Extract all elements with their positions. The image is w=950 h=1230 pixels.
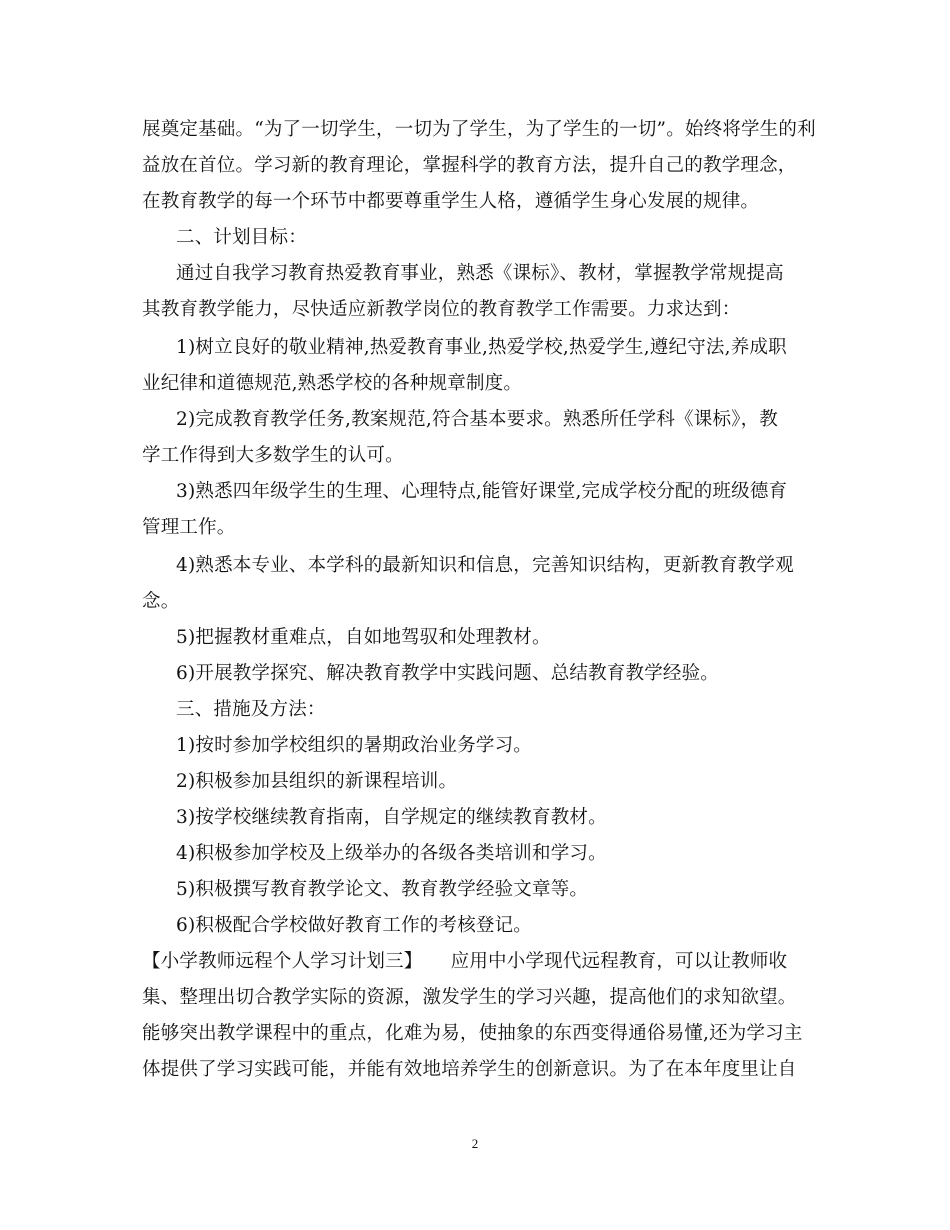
section-heading-measures: 三、措施及方法： [176, 699, 326, 720]
list-item-line: 管理工作。 [142, 517, 236, 538]
list-item-line: 6)开展教学探究、解决教育教学中实践问题、总结教育教学经验。 [176, 663, 719, 684]
paragraph-line: 能够突出教学课程中的重点，化难为易，使抽象的东西变得通俗易懂,还为学习主 [142, 1023, 803, 1044]
list-item-line: 5)积极撰写教育教学论文、教育教学经验文章等。 [176, 879, 589, 900]
paragraph-line: 体提供了学习实践可能，并能有效地培养学生的创新意识。为了在本年度里让自 [142, 1059, 797, 1080]
list-item-line: 3)熟悉四年级学生的生理、心理特点,能管好课堂,完成学校分配的班级德育 [176, 481, 788, 502]
list-item-line: 3)按学校继续教育指南，自学规定的继续教育教材。 [176, 807, 607, 828]
paragraph-line: 集、整理出切合教学实际的资源，激发学生的学习兴趣，提高他们的求知欲望。 [142, 987, 797, 1008]
list-item-line: 6)积极配合学校做好教育工作的考核登记。 [176, 915, 532, 936]
list-item-line: 4)熟悉本专业、本学科的最新知识和信息，完善知识结构，更新教育教学观 [176, 555, 794, 576]
list-item-line: 1)树立良好的敬业精神,热爱教育事业,热爱学校,热爱学生,遵纪守法,养成职 [176, 337, 787, 358]
list-item-line: 学工作得到大多数学生的认可。 [142, 445, 404, 466]
list-item-line: 5)把握教材重难点，自如地驾驭和处理教材。 [176, 627, 551, 648]
page-number: 2 [471, 1136, 479, 1151]
list-item-line: 2)积极参加县组织的新课程培训。 [176, 771, 458, 792]
section-heading-plan-goals: 二、计划目标： [176, 227, 307, 248]
paragraph-line: 其教育教学能力，尽快适应新教学岗位的教育教学工作需要。力求达到： [142, 299, 741, 320]
list-item-line: 业纪律和道德规范,熟悉学校的各种规章制度。 [142, 373, 523, 394]
paragraph-line: 益放在首位。学习新的教育理论，掌握科学的教育方法，提升自己的教学理念， [142, 155, 797, 176]
paragraph-line: 展奠定基础。“为了一切学生，一切为了学生，为了学生的一切”。始终将学生的利 [142, 119, 816, 140]
paragraph-line: 通过自我学习教育热爱教育事业，熟悉《课标》、教材，掌握教学常规提高 [176, 263, 784, 284]
list-item-line: 4)积极参加学校及上级举办的各级各类培训和学习。 [176, 843, 607, 864]
list-item-line: 念。 [142, 591, 180, 612]
list-item-line: 1)按时参加学校组织的暑期政治业务学习。 [176, 735, 532, 756]
paragraph-line: 【小学教师远程个人学习计划三】 应用中小学现代远程教育，可以让教师收 [142, 951, 788, 972]
list-item-line: 2)完成教育教学任务,教案规范,符合基本要求。熟悉所任学科《课标》，教 [176, 409, 779, 430]
paragraph-line: 在教育教学的每一个环节中都要尊重学生人格，遵循学生身心发展的规律。 [142, 191, 760, 212]
